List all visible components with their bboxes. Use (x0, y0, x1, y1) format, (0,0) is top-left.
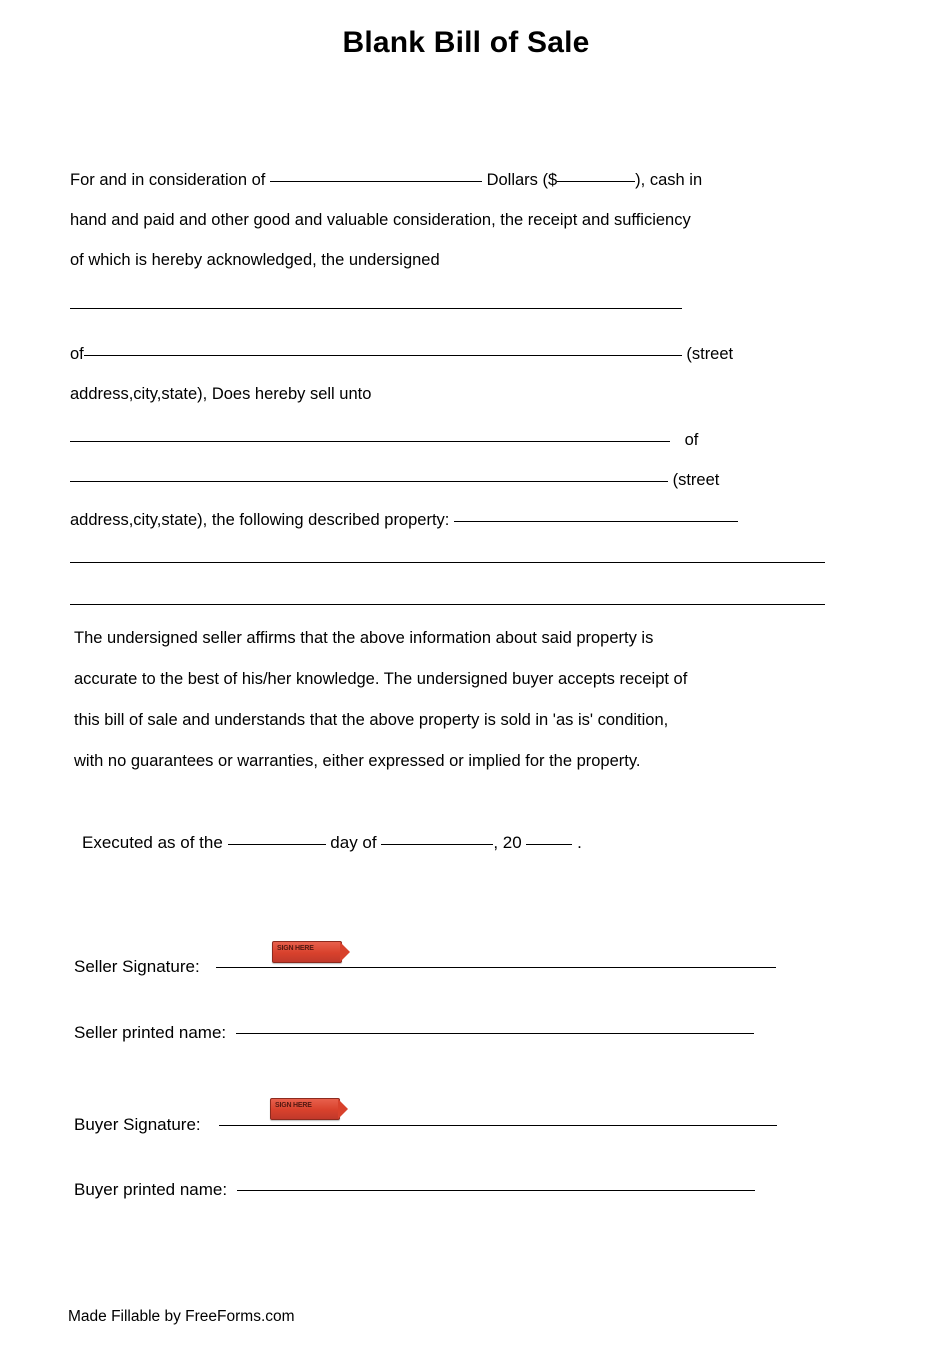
seller-printed-name-label: Seller printed name: (74, 1023, 227, 1042)
buyer-name-row (70, 420, 860, 460)
property-description-field-1[interactable] (454, 521, 738, 522)
execution-day-field[interactable] (228, 844, 326, 845)
buyer-printed-name-label: Buyer printed name: (74, 1180, 228, 1199)
seller-address-field[interactable] (84, 355, 682, 356)
buyer-signature-row (74, 1115, 777, 1135)
buyer-name-field[interactable] (70, 441, 670, 442)
dollars-label: Dollars ($ (486, 171, 558, 189)
executed-prefix: Executed as of the (82, 833, 223, 852)
seller-stamp-label: SIGN HERE (277, 945, 314, 952)
footer-attribution: Made Fillable by FreeForms.com (68, 1308, 295, 1325)
seller-address-row (70, 334, 860, 374)
day-of-label: day of (330, 833, 377, 852)
amount-numeric-field[interactable] (557, 181, 635, 182)
buyer-signature-field[interactable] (219, 1125, 777, 1126)
consideration-line-3: of which is hereby acknowledged, the undersigned (70, 251, 440, 269)
seller-name-field-row (70, 302, 860, 312)
buyer-stamp-label: SIGN HERE (275, 1102, 312, 1109)
seller-name-field[interactable] (70, 308, 682, 309)
seller-address-note: address,city,state), Does hereby sell unto (70, 385, 372, 403)
buyer-address-field[interactable] (70, 481, 668, 482)
buyer-address-row (70, 460, 860, 500)
affirmation-line-3: this bill of sale and understands that the above property is sold in 'as is' condition, (74, 711, 669, 729)
seller-printed-name-field[interactable] (236, 1033, 754, 1034)
document-body (70, 160, 860, 624)
property-description-field-2[interactable] (70, 562, 825, 563)
consideration-suffix: ), cash in (635, 171, 703, 189)
buyer-sign-here-stamp-icon[interactable] (270, 1098, 340, 1120)
seller-signature-row (74, 957, 776, 977)
property-description-label: address,city,state), the following described property: (70, 511, 450, 529)
buyer-of-label: of (684, 431, 699, 449)
execution-year-field[interactable] (526, 844, 572, 845)
seller-sign-here-stamp-icon[interactable] (272, 941, 342, 963)
year-prefix: , 20 (493, 833, 522, 852)
property-description-row (70, 500, 860, 540)
consideration-line-2: hand and paid and other good and valuable consideration, the receipt and sufficiency (70, 211, 691, 229)
execution-date-row (82, 833, 582, 853)
buyer-signature-label: Buyer Signature: (74, 1115, 201, 1134)
affirmation-line-1: The undersigned seller affirms that the above information about said property is (74, 629, 654, 647)
seller-signature-field[interactable] (216, 967, 776, 968)
affirmation-line-4: with no guarantees or warranties, either expressed or implied for the property. (74, 752, 641, 770)
seller-printed-name-row (74, 1023, 754, 1043)
affirmation-line-2: accurate to the best of his/her knowledge. The undersigned buyer accepts receipt of (74, 670, 688, 688)
seller-street-note: (street (686, 345, 734, 363)
seller-signature-label: Seller Signature: (74, 957, 200, 976)
execution-month-field[interactable] (381, 844, 493, 845)
seller-of-label: of (70, 345, 84, 363)
amount-words-field[interactable] (270, 181, 482, 182)
buyer-printed-name-field[interactable] (237, 1190, 755, 1191)
property-description-row-2 (70, 540, 860, 582)
buyer-printed-name-row (74, 1180, 755, 1200)
period-mark: . (577, 833, 582, 852)
consideration-line (70, 160, 860, 200)
property-description-field-3[interactable] (70, 604, 825, 605)
consideration-prefix: For and in consideration of (70, 171, 266, 189)
buyer-street-note: (street (672, 471, 720, 489)
affirmation-paragraph (74, 618, 834, 782)
page-title: Blank Bill of Sale (342, 26, 590, 59)
